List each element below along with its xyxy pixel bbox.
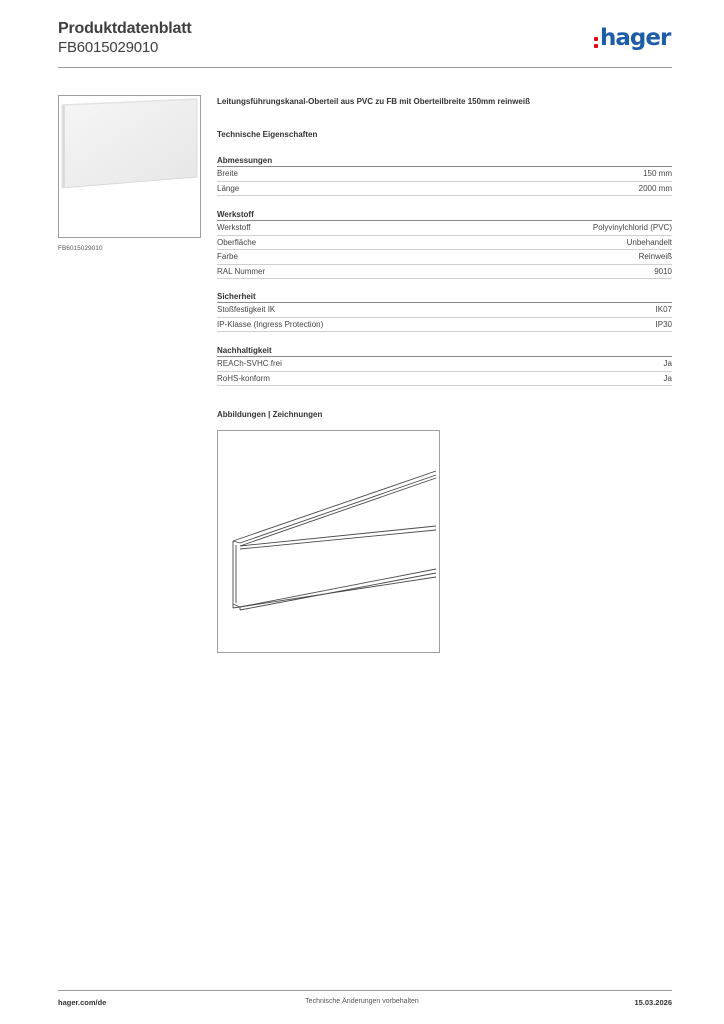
figures-title: Abbildungen | Zeichnungen bbox=[217, 410, 323, 419]
row-value: 2000 mm bbox=[638, 183, 672, 193]
section-title: Nachhaltigkeit bbox=[217, 345, 672, 357]
row-label: Oberfläche bbox=[217, 237, 257, 247]
section-sustainability bbox=[217, 345, 672, 386]
row-label: RoHS-konform bbox=[217, 373, 270, 383]
row-label: Werkstoff bbox=[217, 223, 251, 232]
table-row bbox=[217, 357, 672, 372]
row-label: Stoßfestigkeit IK bbox=[217, 305, 276, 314]
product-photo-icon bbox=[59, 96, 200, 237]
row-value: 150 mm bbox=[643, 169, 672, 178]
cable-duct-cover-drawing-icon bbox=[218, 431, 439, 652]
product-code: FB6015029010 bbox=[58, 39, 159, 56]
footer-date: 15.03.2026 bbox=[634, 998, 672, 1007]
row-value: IP30 bbox=[655, 319, 672, 329]
table-row bbox=[217, 265, 672, 280]
section-safety bbox=[217, 291, 672, 332]
table-row bbox=[217, 303, 672, 318]
table-row bbox=[217, 250, 672, 265]
row-value: Polyvinylchlorid (PVC) bbox=[592, 223, 672, 232]
table-row bbox=[217, 318, 672, 333]
table-row bbox=[217, 167, 672, 182]
footer-divider bbox=[58, 990, 672, 991]
row-label: IP-Klasse (Ingress Protection) bbox=[217, 319, 324, 329]
table-row bbox=[217, 236, 672, 251]
product-thumbnail bbox=[58, 95, 201, 238]
section-title: Werkstoff bbox=[217, 209, 672, 221]
table-row bbox=[217, 182, 672, 197]
section-title: Abmessungen bbox=[217, 155, 672, 167]
row-label: RAL Nummer bbox=[217, 266, 266, 276]
row-value: Unbehandelt bbox=[626, 237, 672, 247]
table-row bbox=[217, 372, 672, 387]
thumbnail-caption: FB6015029010 bbox=[58, 245, 103, 252]
product-description: Leitungsführungskanal-Oberteil aus PVC zu FB mit Oberteilbreite 150mm reinweiß bbox=[217, 97, 530, 106]
logo-dots-icon bbox=[594, 37, 598, 51]
row-label: REACh-SVHC frei bbox=[217, 359, 282, 368]
header-divider bbox=[58, 67, 672, 68]
row-label: Breite bbox=[217, 169, 238, 178]
section-dimensions bbox=[217, 155, 672, 196]
section-title: Sicherheit bbox=[217, 291, 672, 303]
row-value: Ja bbox=[663, 359, 672, 368]
section-material bbox=[217, 209, 672, 279]
row-label: Farbe bbox=[217, 252, 238, 261]
row-value: Reinweiß bbox=[638, 252, 672, 261]
row-value: 9010 bbox=[654, 266, 672, 276]
logo-text: hager bbox=[600, 25, 671, 51]
footer-notice: Technische Änderungen vorbehalten bbox=[305, 998, 419, 1005]
technical-drawing bbox=[217, 430, 440, 653]
technical-properties-title: Technische Eigenschaften bbox=[217, 130, 318, 139]
row-value: Ja bbox=[663, 373, 672, 383]
page-title: Produktdatenblatt bbox=[58, 20, 192, 37]
footer-website-link[interactable]: hager.com/de bbox=[58, 998, 107, 1007]
table-row bbox=[217, 221, 672, 236]
row-value: IK07 bbox=[655, 305, 672, 314]
row-label: Länge bbox=[217, 183, 240, 193]
